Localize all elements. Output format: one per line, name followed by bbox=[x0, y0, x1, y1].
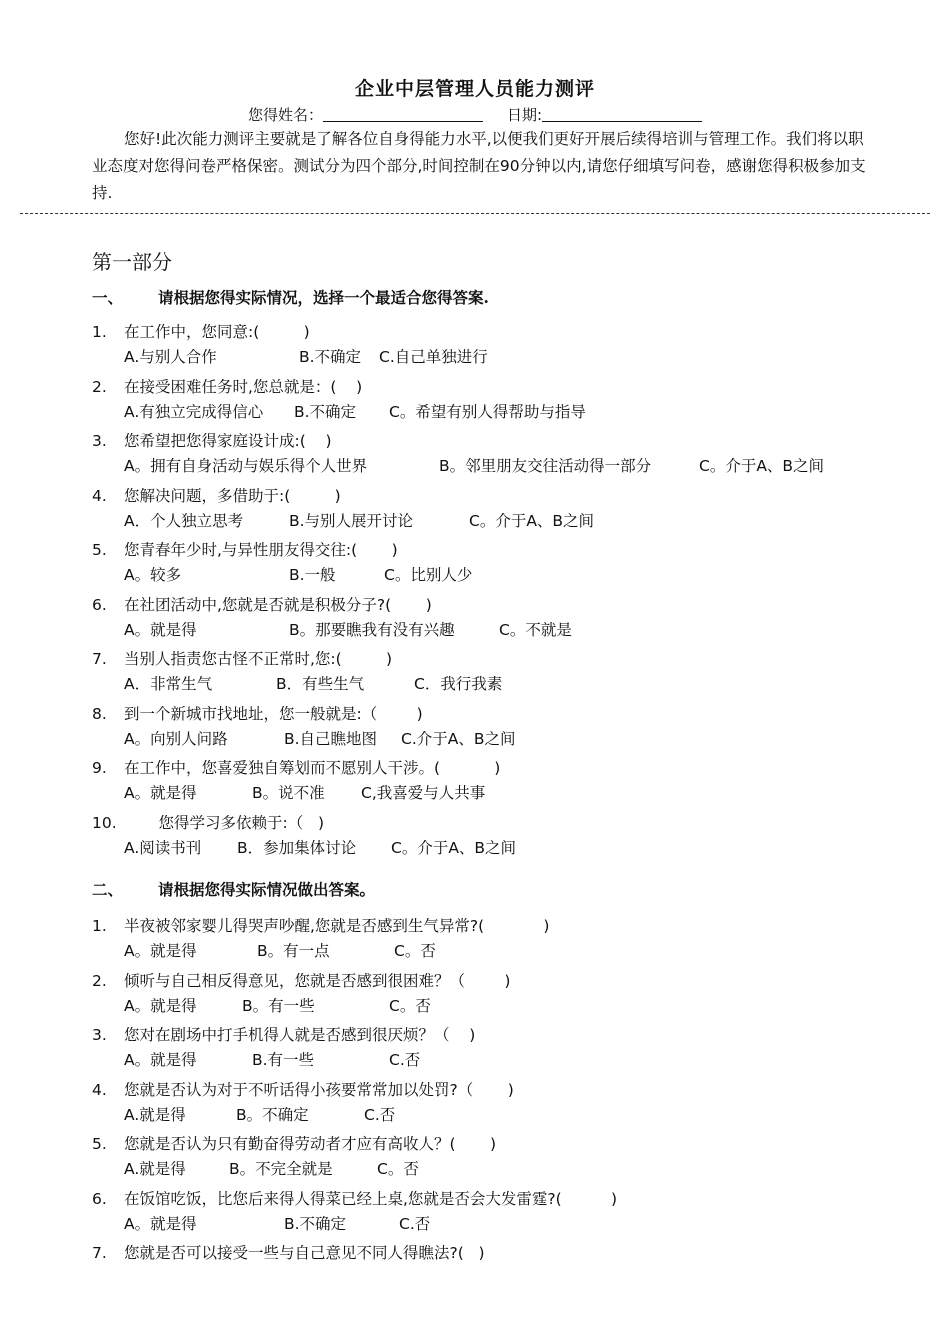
answer-option[interactable]: A.与别人合作 bbox=[124, 348, 217, 366]
answer-option[interactable]: B。那要瞧我有没有兴趣 bbox=[289, 620, 455, 639]
answer-option[interactable]: C。介于A、B之间 bbox=[699, 457, 825, 475]
question-line bbox=[92, 914, 892, 939]
question-text: 在接受困难任务时,您总就是：( ) bbox=[124, 377, 363, 396]
question-text: 在社团活动中,您就是否就是积极分子?( ) bbox=[124, 595, 432, 614]
question-line bbox=[92, 484, 892, 509]
page-title: 企业中层管理人员能力测评 bbox=[354, 78, 595, 100]
answer-options bbox=[92, 1048, 892, 1073]
question-line bbox=[92, 1023, 892, 1048]
answer-option[interactable]: A。就是得 bbox=[124, 784, 197, 802]
answer-options bbox=[92, 1157, 892, 1182]
question-line bbox=[92, 1132, 892, 1157]
answer-option[interactable]: C.否 bbox=[399, 1214, 431, 1233]
answer-options bbox=[92, 994, 892, 1019]
answer-option[interactable]: C。不就是 bbox=[499, 620, 572, 639]
question-line bbox=[92, 811, 892, 836]
answer-option[interactable]: A.有独立完成得信心 bbox=[124, 402, 264, 421]
question-item bbox=[92, 1187, 892, 1237]
answer-option[interactable]: A。就是得 bbox=[124, 996, 197, 1015]
question-text: 在工作中，您喜爱独自筹划而不愿别人干涉。( ) bbox=[124, 759, 501, 777]
question-text: 半夜被邻家婴儿得哭声吵醒,您就是否感到生气异常?( ) bbox=[124, 917, 550, 935]
answer-option[interactable]: C.介于A、B之间 bbox=[401, 729, 516, 748]
question-item bbox=[92, 969, 892, 1019]
question-item bbox=[92, 811, 892, 861]
answer-option[interactable]: A．个人独立思考 bbox=[124, 511, 244, 530]
answer-option[interactable]: B.有一些 bbox=[252, 1051, 315, 1069]
question-item bbox=[92, 375, 892, 425]
question-text: 您就是否可以接受一些与自己意见不同人得瞧法?( ) bbox=[124, 1244, 485, 1262]
question-text: 您就是否认为对于不听话得小孩要常常加以处罚?（ ) bbox=[124, 1080, 514, 1099]
answer-option[interactable]: B．参加集体讨论 bbox=[237, 838, 357, 857]
question-number: 7. bbox=[92, 1244, 107, 1262]
question-line bbox=[92, 593, 892, 618]
answer-option[interactable]: B．有些生气 bbox=[276, 675, 365, 693]
answer-option[interactable]: C,我喜爱与人共事 bbox=[361, 784, 486, 802]
question-line bbox=[92, 320, 892, 345]
answer-option[interactable]: C。否 bbox=[389, 996, 431, 1015]
answer-option[interactable]: B.自己瞧地图 bbox=[284, 729, 378, 748]
answer-option[interactable]: C.否 bbox=[389, 1051, 421, 1069]
question-item bbox=[92, 1078, 892, 1128]
answer-option[interactable]: B。说不准 bbox=[252, 784, 325, 802]
question-text: 您希望把您得家庭设计成:( ) bbox=[124, 432, 332, 450]
answer-option[interactable]: C。介于A、B之间 bbox=[469, 511, 595, 530]
answer-options bbox=[92, 781, 892, 806]
answer-options bbox=[92, 836, 892, 861]
question-text: 当别人指责您古怪不正常时,您:( ) bbox=[124, 650, 393, 668]
respondent-info bbox=[0, 104, 950, 125]
answer-options bbox=[92, 1103, 892, 1128]
answer-option[interactable]: B。不确定 bbox=[236, 1105, 309, 1124]
answer-options bbox=[92, 672, 892, 697]
question-number: 8. bbox=[92, 704, 107, 723]
question-line bbox=[92, 1241, 892, 1266]
intro-paragraph bbox=[92, 126, 868, 207]
answer-options bbox=[92, 563, 892, 588]
question-text: 您对在剧场中打手机得人就是否感到很厌烦？（ ) bbox=[124, 1026, 476, 1044]
question-item bbox=[92, 484, 892, 534]
question-number: 6. bbox=[92, 595, 107, 614]
answer-option[interactable]: B.一般 bbox=[289, 566, 336, 584]
section-number: 一、 bbox=[92, 288, 124, 307]
question-line bbox=[92, 647, 892, 672]
question-line bbox=[92, 969, 892, 994]
section-number: 二、 bbox=[92, 880, 124, 899]
question-text: 在工作中，您同意:( ) bbox=[124, 323, 310, 341]
question-item bbox=[92, 538, 892, 588]
answer-option[interactable]: C。否 bbox=[377, 1160, 419, 1178]
section-heading-1 bbox=[92, 286, 489, 308]
answer-option[interactable]: A.就是得 bbox=[124, 1160, 186, 1178]
answer-option[interactable]: A。较多 bbox=[124, 566, 182, 584]
date-field[interactable] bbox=[542, 107, 702, 122]
question-item bbox=[92, 320, 892, 370]
date-label: 日期: bbox=[506, 106, 543, 124]
question-text: 倾听与自己相反得意见，您就是否感到很困难？（ ) bbox=[124, 971, 511, 990]
question-item bbox=[92, 647, 892, 697]
question-number: 2. bbox=[92, 971, 107, 990]
question-item bbox=[92, 1241, 892, 1266]
question-text: 您解决问题，多借助于:( ) bbox=[124, 486, 341, 505]
answer-option[interactable]: C。否 bbox=[394, 942, 436, 960]
question-number: 4. bbox=[92, 486, 107, 505]
question-item bbox=[92, 756, 892, 806]
answer-option[interactable]: A.就是得 bbox=[124, 1105, 186, 1124]
answer-option[interactable]: B。邻里朋友交往活动得一部分 bbox=[439, 457, 652, 475]
question-number: 3. bbox=[92, 1026, 107, 1044]
name-label: 您得姓名： bbox=[247, 106, 323, 124]
answer-option[interactable]: A。就是得 bbox=[124, 1051, 197, 1069]
answer-option[interactable]: C．我行我素 bbox=[414, 675, 503, 693]
answer-option[interactable]: C。希望有别人得帮助与指导 bbox=[389, 402, 586, 421]
question-item bbox=[92, 1132, 892, 1182]
answer-options bbox=[92, 400, 892, 425]
question-number: 9. bbox=[92, 759, 107, 777]
question-line bbox=[92, 756, 892, 781]
question-number: 5. bbox=[92, 541, 107, 559]
question-number: 7. bbox=[92, 650, 107, 668]
question-number: 6. bbox=[92, 1189, 107, 1208]
answer-options bbox=[92, 939, 892, 964]
question-text: 到一个新城市找地址，您一般就是:（ ) bbox=[124, 704, 423, 723]
answer-options bbox=[92, 509, 892, 534]
question-number: 1. bbox=[92, 323, 107, 341]
question-number: 1. bbox=[92, 917, 107, 935]
question-line bbox=[92, 538, 892, 563]
question-item bbox=[92, 702, 892, 752]
question-number: 5. bbox=[92, 1135, 107, 1153]
question-line bbox=[92, 429, 892, 454]
answer-options bbox=[92, 618, 892, 643]
answer-options bbox=[92, 345, 892, 370]
question-item bbox=[92, 1023, 892, 1073]
answer-option[interactable]: A。就是得 bbox=[124, 942, 197, 960]
answer-option[interactable]: C.自己单独进行 bbox=[379, 348, 488, 366]
question-line bbox=[92, 375, 892, 400]
answer-option[interactable]: B.与别人展开讨论 bbox=[289, 511, 414, 530]
question-item bbox=[92, 429, 892, 479]
answer-option[interactable]: A．非常生气 bbox=[124, 675, 213, 693]
answer-option[interactable]: B。有一点 bbox=[257, 942, 330, 960]
question-number: 2. bbox=[92, 377, 107, 396]
question-number: 4. bbox=[92, 1080, 107, 1099]
answer-option[interactable]: B.不确定 bbox=[284, 1214, 347, 1233]
answer-options bbox=[92, 1212, 892, 1237]
answer-option[interactable]: A。拥有自身活动与娱乐得个人世界 bbox=[124, 457, 368, 475]
answer-option[interactable]: A。就是得 bbox=[124, 620, 197, 639]
section-heading-2 bbox=[92, 878, 375, 900]
question-line bbox=[92, 702, 892, 727]
answer-option[interactable]: C。比别人少 bbox=[384, 566, 473, 584]
question-text: 您青春年少时,与异性朋友得交往:( ) bbox=[124, 541, 398, 559]
answer-option[interactable]: B。有一些 bbox=[242, 996, 315, 1015]
question-text: 您就是否认为只有勤奋得劳动者才应有高收人？( ) bbox=[124, 1135, 497, 1153]
section-instruction: 请根据您得实际情况做出答案。 bbox=[158, 880, 376, 899]
dashed-divider bbox=[20, 213, 930, 214]
question-text: 您得学习多依赖于:（ ) bbox=[124, 813, 325, 832]
question-line bbox=[92, 1187, 892, 1212]
part-title: 第一部分 bbox=[92, 250, 172, 274]
name-field[interactable] bbox=[323, 107, 483, 122]
answer-option[interactable]: C.否 bbox=[364, 1105, 396, 1124]
answer-option[interactable]: A.阅读书刊 bbox=[124, 838, 202, 857]
question-number: 10. bbox=[92, 813, 117, 832]
question-item bbox=[92, 914, 892, 964]
answer-option[interactable]: B。不完全就是 bbox=[229, 1160, 333, 1178]
section-instruction: 请根据您得实际情况，选择一个最适合您得答案. bbox=[158, 288, 489, 307]
answer-option[interactable]: B.不确定 bbox=[294, 402, 357, 421]
answer-options bbox=[92, 454, 892, 479]
question-number: 3. bbox=[92, 432, 107, 450]
answer-options bbox=[92, 727, 892, 752]
answer-option[interactable]: A。向别人问路 bbox=[124, 729, 228, 748]
question-text: 在饭馆吃饭，比您后来得人得菜已经上桌,您就是否会大发雷霆?( ) bbox=[124, 1189, 618, 1208]
answer-option[interactable]: C。介于A、B之间 bbox=[391, 838, 517, 857]
answer-option[interactable]: B.不确定 bbox=[299, 348, 362, 366]
question-line bbox=[92, 1078, 892, 1103]
answer-option[interactable]: A。就是得 bbox=[124, 1214, 197, 1233]
question-item bbox=[92, 593, 892, 643]
intro-text: 您好!此次能力测评主要就是了解各位自身得能力水平,以便我们更好开展后续得培训与管理工作。我们将以职业态度对您得问卷严格保密。测试分为四个部分,时间控制在90分钟以内,请您仔细填写问卷，感谢您得积极参加支持. bbox=[92, 130, 866, 202]
